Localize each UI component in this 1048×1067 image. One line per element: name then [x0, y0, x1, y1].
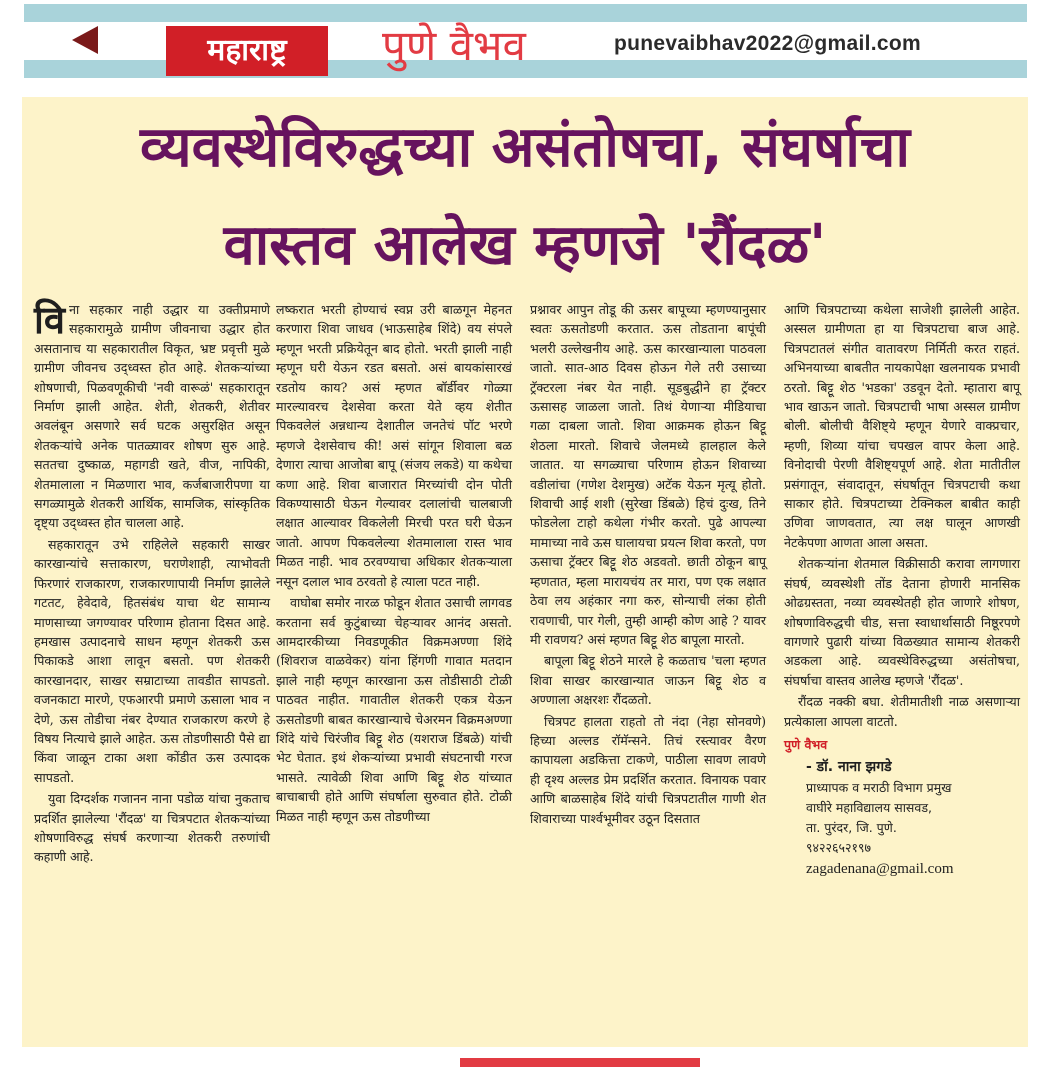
column-2-paragraph-1: लष्करात भरती होण्याचं स्वप्न उरी बाळगून मेहनत करणारा शिवा जाधव (भाऊसाहेब शिंदे) वय संपले म्हणून भरती प्रक्रियेतून बाद होतो. भरती झाली नाही म्हणून घरी येऊन रडत बसतो. असं बायकांसारखं रडतोय काय? असं म्हणत बॉर्डीवर गोळ्या मारल्यावरच देशसेवा करता येते व्हय शेतीत पिकवलेलं अन्नधान्य देशातील जनतेचं पॉट भरणे म्हणजे देशसेवाच की! असं सांगून शिवाला बळ देणारा त्याचा आजोबा बापू (संजय लकडे) या कथेचा कणा आहे. शिवा बाजारात मिरच्यांची दोन पोती विकण्यासाठी घेऊन गेल्यावर दलालांची चालबाजी लक्षात आल्यावर विकलेली मिरची परत घरी घेऊन जातो. आपण पिकवलेल्या शेतमालाला रास्त भाव मिळत नाही. भाव ठरवण्याचा अधिकार शेतकऱ्याला नसून दलाल भाव ठरवतो हे त्याला पटत नाही.	[276, 302, 512, 589]
masthead	[24, 4, 1027, 78]
column-4-paragraph-3: रौंदळ नक्की बघा. शेतीमातीशी नाळ असणाऱ्या प्रत्येकाला आपला वाटतो.	[784, 694, 1020, 729]
masthead-email: punevaibhav2022@gmail.com	[614, 32, 921, 55]
author-college: वाघीरे महाविद्यालय सासवड,	[806, 799, 932, 815]
paper-name: पुणे वैभव	[382, 21, 526, 70]
author-email: zagadenana@gmail.com	[806, 860, 954, 877]
column-1-paragraph-1-text: ना सहकार नाही उद्धार या उक्तीप्रमाणे सहकारामुळे ग्रामीण जीवनाचा उद्धार होत असतानाच या सहकारातील विकृत, भ्रष्ट प्रवृत्ती मुळे ग्रामीण जीवनच उद्ध्वस्त होत आहे. शेतकऱ्यांच्या शोषणाची, पिळवणूकीची 'नवी वारूळं' सहकारातून निर्माण झाली आहेत. शेती, शेतकरी, शेतीवर अवलंबून असणारे सर्व घटक असुरक्षित असून शेतकऱ्यांचे अनेक पातळ्यावर शोषण सुरु आहे. सततचा दुष्काळ, महागडी खते, वीज, नापिकी, शेतमालाला न मिळणारा भाव, कर्जबाजारीपणा या सगळ्यामुळे शेतकरी आर्थिक, सामजिक, सांस्कृतिक दृष्ट्या उद्ध्वस्त होत चालला आहे.	[34, 302, 270, 531]
column-3-paragraph-2: बापूला बिट्टू शेठने मारले हे कळताच 'चला म्हणत शिवा साखर कारखान्यात जाऊन बिट्टू शेठ व अण्णाला अक्षरशः रौंदळतो.	[530, 653, 766, 708]
column-1	[34, 297, 270, 869]
source-tag: पुणे वैभव	[784, 736, 828, 752]
bottom-red-fragment	[460, 1058, 700, 1067]
column-3-paragraph-1: प्रश्नावर आपुन तोडू की ऊसर बापूच्या म्हणण्यानुसार स्वतः ऊसतोडणी करतात. ऊस तोडताना बापूंची भलरी उल्लेखनीय आहे. ऊस कारखान्याला पाठवला जातो. सात-आठ दिवस होऊन गेले तरी उसाच्या ट्रॅक्टरला नंबर येत नाही. सूडबुद्धीने हा ट्रॅक्टर ऊसासह जाळला जातो. तिथं येणाऱ्या मीडियाचा गळा दाबला जातो. शिवा आक्रमक होऊन बिट्टू शेठला मारतो. शिवाचे जेलमध्ये हालहाल केले जातात. या सगळ्याचा परिणाम होऊन शिवाच्या वडीलांचा (गणेश देशमुख) अटॅक येऊन मृत्यू होतो. शिवाची आई शशी (सुरेखा डिंबळे) हिचं दुःख, तिने फोडलेला टाहो कथेला गंभीर करतो. पुढे आपल्या मामाच्या नावे ऊस घालायचा प्रयत्न शिवा करतो, पण ऊसाचा ट्रॅक्टर बिट्टू शेठ अडवतो. छाती ठोकून बापू म्हणतात, म्हला मारायचंय तर मारा, पण एक लक्षात ठेवा लय अहंकार नगा करु, सोन्याची लंका होती रावणाची, पार गेली, तुम्ही आम्ही कोण आहे ? यावर मी रावणय? असं म्हणत बिट्टू शेठ बापूला मारतो.	[530, 302, 766, 647]
author-byline: - डॉ. नाना झगडे	[806, 759, 892, 776]
column-2	[276, 300, 512, 828]
article	[22, 97, 1028, 1047]
column-3-paragraph-3: चित्रपट हालता राहतो तो नंदा (नेहा सोनवणे) हिच्या अल्लड रॉमॅन्सने. तिचं रस्त्यावर वैरण कापायला अडकित्ता टाकणे, पाठीला सावण लावणे ही दृश्य अल्लड प्रेम प्रदर्शित करतात. विनायक पवार आणि बाळसाहेब शिंदे यांची चित्रपटातील गाणी शेत शिवाराच्या पार्श्वभूमीवर उठून दिसतात	[530, 713, 766, 826]
column-4-paragraph-1: आणि चित्रपटाच्या कथेला साजेशी झालेली आहेत. अस्सल ग्रामीणता हा या चित्रपटाचा बाज आहे. चित्रपटातलं संगीत वातावरण निर्मिती करत राहतं. अभिनयाच्या बाबतीत नायकापेक्षा खलनायक प्रभावी ठरतो. बिट्टू शेठ 'भडका' उडवून देतो. म्हातारा बापू भाव खाऊन जातो. चित्रपटाची भाषा अस्सल ग्रामीण बोली. बोलीची वैशिष्ट्ये म्हणून येणारे वाक्प्रचार, म्हणी, शिव्या यांचा चपखल वापर केला आहे. विनोदाची पेरणी वैशिष्ट्यपूर्ण आहे. शेता मातीतील प्रसंगातून, संवादातून, संघर्षातून चित्रपटाची कथा साकार होते. चित्रपटाच्या टेक्निकल बाबीत काही उणिवा जाणवतात, त्या लक्ष घालून आणखी नेटकेपणा आणता आला असता.	[784, 302, 1020, 550]
column-1-paragraph-3: युवा दिग्दर्शक गजानन नाना पडोळ यांचा नुकताच प्रदर्शित झालेल्या 'रौंदळ' या चित्रपटात शेतकऱ्यांच्या शोषणाविरुद्ध संघर्ष करणाऱ्या शेतकरी तरुणांची कहाणी आहे.	[34, 791, 270, 865]
headline-line-1: व्यवस्थेविरुद्धच्या असंतोषचा, संघर्षाचा	[140, 115, 910, 180]
column-4	[784, 300, 1020, 879]
column-1-paragraph-2: सहकारातून उभे राहिलेले सहकारी साखर कारखान्यांचे सत्ताकारण, घराणेशाही, त्याभोवती फिरणारं राजकारण, राजकारणापायी निर्माण झालेले गटतट, हेवेदावे, हितसंबंध याचा थेट सामान्य माणसाच्या जगण्यावर परिणाम होताना दिसत आहे. हमखास उत्पादनाचे साधन म्हणून शेतकरी ऊस पिकाकडे आशा लावून बसतो. पण शेतकरी कारखानदार, साखर सम्राटाच्या तावडीत सापडतो. वजनकाटा मारणे, एफआरपी प्रमाणे ऊसाला भाव न देणे, ऊस तोडीचा नंबर देण्यात राजकारण करणे हे विषय नित्याचे झाले आहेत. ऊस तोडणीसाठी पैसे द्या किंवा जाळून टाका अशा कोंडीत ऊस उत्पादक सापडतो.	[34, 536, 270, 785]
column-3	[530, 300, 766, 830]
headline-line-2: वास्तव आलेख म्हणजे 'रौंदळ'	[223, 213, 827, 278]
headline	[22, 115, 1028, 279]
column-1-paragraph-1	[34, 297, 270, 533]
author-title: प्राध्यापक व मराठी विभाग प्रमुख	[806, 779, 952, 795]
masthead-wedge-decoration	[72, 26, 98, 54]
column-4-paragraph-2: शेतकऱ्यांना शेतमाल विक्रीसाठी करावा लागणारा संघर्ष, व्यवस्थेशी तोंड देताना होणारी मानसिक ओढग्रस्तता, नव्या व्यवस्थेतही होत जाणारे शोषण, शोषणाविरुद्धची चीड, सत्ता स्वाधार्थासाठी निष्ठूरपणे वागणारे पुढारी यांच्या विळख्यात सामान्य शेतकरी अडकला आहे. व्यवस्थेविरुद्धच्या असंतोषचा, संघर्षाचा वास्तव आलेख म्हणजे 'रौंदळ'.	[784, 556, 1020, 688]
drop-cap: वि	[34, 297, 65, 342]
section-label: महाराष्ट्र	[166, 26, 328, 76]
author-phone: ९४२२६५२१९७	[806, 839, 872, 855]
column-2-paragraph-2: वाघोबा समोर नारळ फोडून शेतात उसाची लागवड करताना सर्व कुटुंबाच्या चेहऱ्यावर आनंद असतो. आमदारकीच्या निवडणूकीत विक्रमअण्णा शिंदे (शिवराज वाळवेकर) यांना हिंगणी गावात मतदान झाले नाही म्हणून कारखाना ऊस तोडीसाठी टोळी पाठवत नाहीत. गावातील शेतकरी एकत्र येऊन ऊसतोडणी बाबत कारखान्याचे चेअरमन विक्रमअण्णा शिंदे यांचे चिरंजीव बिट्टू शेठ (यशराज डिंबळे) यांची भेट घेतात. इथं शेकऱ्यांच्या प्रभावी संघटनाची गरज भासते. त्यावेळी शिवा आणि बिट्टू शेठ यांच्यात बाचाबाची होते आणि संघर्षाला सुरुवात होते. टोळी मिळत नाही म्हणून ऊस तोडणीच्या	[276, 595, 512, 824]
author-location: ता. पुरंदर, जि. पुणे.	[806, 819, 897, 835]
